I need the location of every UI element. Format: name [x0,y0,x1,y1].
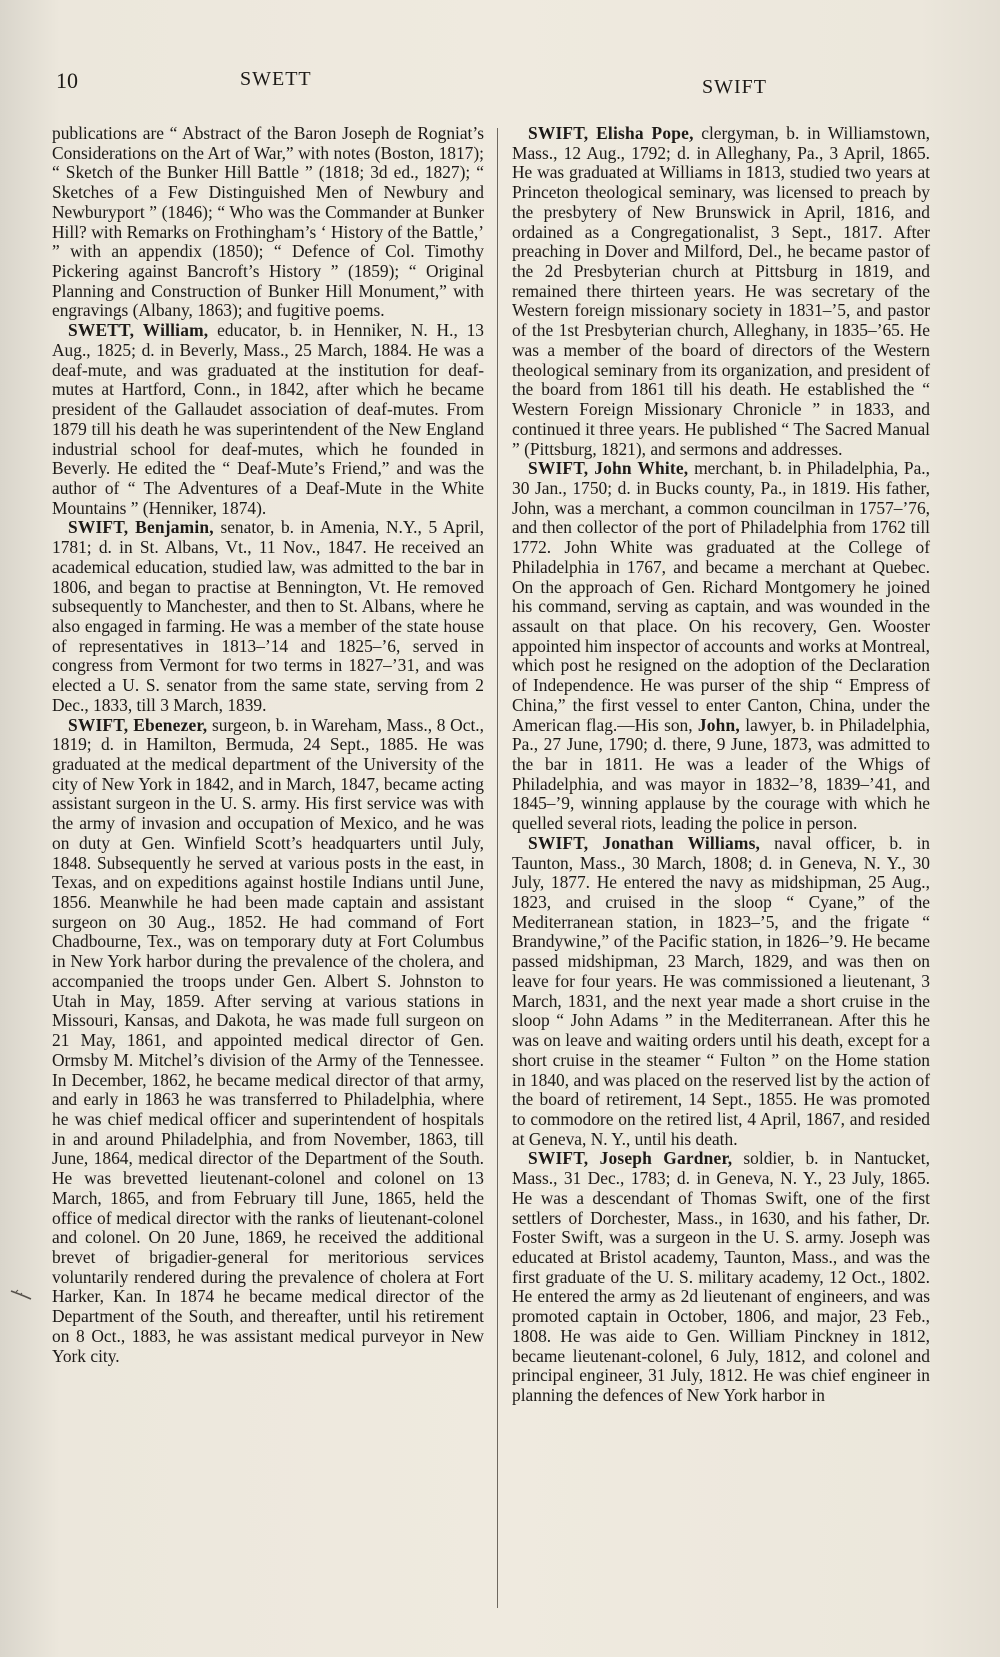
header-left-title: SWETT [240,68,312,90]
entry-swift-elisha-pope [512,124,930,459]
entry-headword: SWIFT, Jonathan Williams, [528,832,761,853]
entry-text: naval officer, b. in Taunton, Mass., 30 March, 1808; d. in Geneva, N. Y., 30 July, 1877. He entered the navy as midshipman, 25 Aug., 1823, and cruised in the sloop “ Cyane,” of the Mediterranean station, in 1823–’5, and the frigate “ Brandywine,” of the Pacific station, in 1826–’9. He became passed midshipman, 23 March, 1829, and was then on leave for four years. He was commissioned a lieutenant, 3 March, 1831, and the next year made a short cruise in the sloop “ John Adams ” in the Mediterranean. After this he was on leave and waiting orders until his death, except for a short cruise in the steamer “ Fulton ” on the Home station in 1840, and was placed on the reserved list by the action of the board of retirement, 14 Sept., 1855. He was promoted to commodore on the retired list, 4 April, 1867, and resided at Geneva, N. Y., until his death. [512,832,931,1149]
entry-headword: SWETT, William, [68,320,209,341]
header-right-title: SWIFT [702,76,767,98]
entry-text: senator, b. in Amenia, N.Y., 5 April, 1781; d. in St. Albans, Vt., 11 Nov., 1847. He received an academical education, studied law, was admitted to the bar in 1806, and began to practise at Bennington, Vt. He removed subsequently to Manchester, and then to St. Albans, where he also engaged in farming. He was a member of the state house of representatives in 1813–’14 and 1825–’6, served in congress from Vermont for two terms in 1827–’31, and was elected a U. S. senator from the same state, serving from 2 Dec., 1833, till 3 March, 1839. [52,517,484,715]
entry-text: surgeon, b. in Wareham, Mass., 8 Oct., 1819; d. in Hamilton, Bermuda, 24 Sept., 1885. He was graduated at the medical department of the University of the city of New York in 1842, and in March, 1847, became acting assistant surgeon in the U. S. army. His first service was with the army of invasion and occupation of Mexico, and he was on duty at Gen. Winfield Scott’s headquarters until July, 1848. Subsequently he served at various posts in the east, in Texas, and on expeditions against hostile Indians until June, 1856. Meanwhile he had been made captain and assistant surgeon on 30 Aug., 1852. He had command of Fort Chadbourne, Tex., was on temporary duty at Fort Columbus in New York harbor during the prevalence of the cholera, and accompanied the troops under Gen. Albert S. Johnston to Utah in May, 1859. After serving at various stations in Missouri, Kansas, and Dakota, he was made full surgeon on 21 May, 1861, and appointed medical director of Gen. Ormsby M. Mitchel’s division of the Army of the Tennessee. In December, 1862, he became medical director of that army, and early in 1863 he was transferred to Philadelphia, where he was chief medical officer and superintendent of hospitals in and around Philadelphia, and from November, 1863, till June, 1864, medical director of the Department of the South. He was brevetted lieutenant-colonel and colonel on 13 March, 1865, and from February till June, 1865, held the office of medical director with the ranks of lieutenant-colonel and colonel. On 20 June, 1869, he received the additional brevet of brigadier-general for meritorious services voluntarily rendered during the prevalence of cholera at Fort Harker, Kan. In 1874 he became medical director of the Department of the South, and thereafter, until his retirement on 8 Oct., 1883, he was assistant medical purveyor in New York city. [52,714,484,1366]
entry-swett-william [52,321,484,518]
entry-text: merchant, b. in Philadelphia, Pa., 30 Jan., 1750; d. in Bucks county, Pa., in 1819. His father, John, was a merchant, a common councilman in 1757–’76, and then collector of the port of Philadelphia from 1762 till 1772. John White was graduated at the College of Philadelphia in 1767, and became a merchant at Quebec. On the approach of Gen. Richard Montgomery he joined his command, serving as captain, and was wounded in the assault on that place. On his recovery, Gen. Wooster appointed him inspector of accounts and works at Montreal, which post he resigned on the adoption of the Declaration of Independence. He was purser of the ship “ Empress of China,” the first vessel to enter Canton, China, under the American flag.—His son, [512,458,930,735]
entry-text: clergyman, b. in Williamstown, Mass., 12 Aug., 1792; d. in Alleghany, Pa., 3 April, 1865. He was graduated at Williams in 1813, studied two years at Princeton theological seminary, was licensed to preach by the presbytery of New Brunswick in April, 1816, and ordained as a Congregationalist, 3 Sept., 1817. After preaching in Dover and Milford, Del., he became pastor of the 2d Presbyterian church at Pittsburg in 1819, and remained there thirteen years. He was secretary of the Western foreign missionary society in 1831–’5, and pastor of the 1st Presbyterian church, Alleghany, in 1835–’65. He was a member of the board of directors of the Western theological seminary from its organization, and president of the board from 1861 till his death. He established the “ Western Foreign Missionary Chronicle ” in 1833, and continued it three years. He published “ The Sacred Manual ” (Pittsburg, 1821), and sermons and addresses. [512,123,930,459]
entry-swift-benjamin [52,518,484,715]
right-column [512,124,930,1406]
entry-swift-ebenezer [52,716,484,1367]
entry-swift-jonathan-williams [512,834,930,1150]
entry-headword: SWIFT, Ebenezer, [68,714,208,735]
entry-swift-john-white [512,459,930,834]
entry-headword: SWIFT, Benjamin, [68,517,214,538]
margin-pen-mark-icon [10,1287,32,1301]
entry-headword: SWIFT, Joseph Gardner, [528,1148,733,1169]
entry-text: educator, b. in Henniker, N. H., 13 Aug., 1825; d. in Beverly, Mass., 25 March, 1884. He was a deaf-mute, and was graduated at the institution for deaf-mutes at Hartford, Conn., in 1842, after which he became president of the Gallaudet association of deaf-mutes. From 1879 till his death he was superintendent of the New England industrial school for deaf-mutes, which he founded in Beverly. He edited the “ Deaf-Mute’s Friend,” and was the author of “ The Adventures of a Deaf-Mute in the White Mountains ” (Henniker, 1874). [52,320,484,518]
running-header [0,68,1000,98]
entry-headword: SWIFT, John White, [528,458,689,479]
left-column [52,124,484,1366]
entry-text: soldier, b. in Nantucket, Mass., 31 Dec., 1783; d. in Geneva, N. Y., 23 July, 1865. He was a descendant of Thomas Swift, one of the first settlers of Dorchester, Mass., in 1630, and his father, Dr. Foster Swift, was a surgeon in the U. S. army. Joseph was educated at Bristol academy, Taunton, Mass., and was the first graduate of the U. S. military academy, 12 Oct., 1802. He entered the army as 2d lieutenant of engineers, and was promoted captain in October, 1806, and major, 23 Feb., 1808. He was aide to Gen. William Pinckney in 1812, became lieutenant-colonel, 6 July, 1812, and colonel and principal engineer, 31 July, 1812. He was chief engineer in planning the defences of New York harbor in [512,1148,930,1405]
continuation-paragraph: publications are “ Abstract of the Baron Joseph de Rogniat’s Considerations on the Art of War,” with notes (Boston, 1817); “ Sketch of the Bunker Hill Battle ” (1818; 3d ed., 1827); “ Sketches of a Few Distinguished Men of Newbury and Newburyport ” (1846); “ Who was the Commander at Bunker Hill? with Remarks on Frothingham’s ‘ History of the Battle,’ ” with an appendix (1850); “ Defence of Col. Timothy Pickering against Bancroft’s History ” (1859); “ Original Planning and Construction of Bunker Hill Monument,” with engravings (Albany, 1863); and fugitive poems. [52,123,484,321]
entry-swift-joseph-gardner [512,1149,930,1405]
entry-headword: SWIFT, Elisha Pope, [528,123,694,143]
column-divider [497,128,498,1608]
inline-headword: John, [697,714,740,735]
page-number: 10 [56,68,78,93]
entry-text-continued: lawyer, b. in Philadelphia, Pa., 27 June, 1790; d. there, 9 June, 1873, was admitted to the bar in 1811. He was a leader of the Whigs of Philadelphia, and was mayor in 1832–’8, 1839–’41, and 1845–’9, winning applause by the courage with which he quelled several riots, leading the police in person. [512,714,930,834]
